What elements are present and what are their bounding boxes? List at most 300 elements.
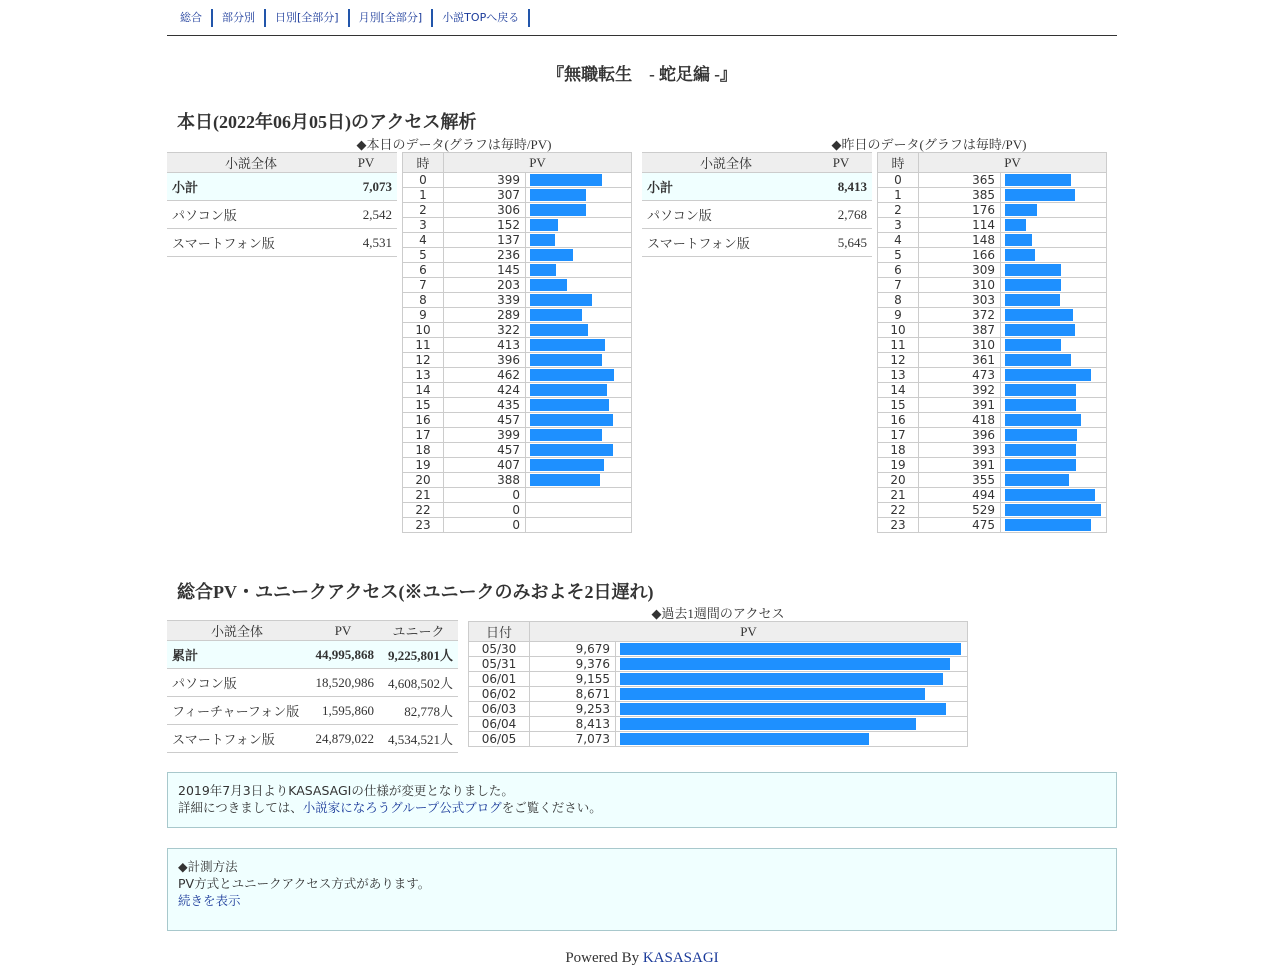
- total-summary-table: [167, 620, 458, 753]
- bar-cell: [526, 278, 632, 293]
- pv-cell: 435: [444, 398, 526, 413]
- notice-line: 2019年7月3日よりKASASAGIの仕様が変更となりました。: [178, 783, 514, 798]
- pv-cell: 0: [444, 503, 526, 518]
- pv-cell: 176: [919, 203, 1001, 218]
- kasasagi-link[interactable]: KASASAGI: [642, 950, 719, 966]
- pv-bar: [1005, 474, 1069, 486]
- today-summary-table: [167, 152, 397, 257]
- table-row: [878, 458, 1107, 473]
- bar-cell: [526, 398, 632, 413]
- table-row: [403, 353, 632, 368]
- bar-cell: [1001, 473, 1107, 488]
- pv-bar: [530, 264, 556, 276]
- pv-cell: 385: [919, 188, 1001, 203]
- table-row: [403, 503, 632, 518]
- bar-cell: [616, 657, 968, 672]
- bar-cell: [1001, 323, 1107, 338]
- pv-bar: [1005, 339, 1061, 351]
- table-row: [878, 398, 1107, 413]
- table-row: [878, 383, 1107, 398]
- date-cell: 06/04: [469, 717, 530, 732]
- pv-cell: 457: [444, 413, 526, 428]
- table-row: [403, 443, 632, 458]
- page-title: 『無職転生 - 蛇足編 -』: [547, 65, 737, 84]
- table-row: [403, 203, 632, 218]
- table-row: [878, 308, 1107, 323]
- bar-cell: [1001, 338, 1107, 353]
- pv-cell: 114: [919, 218, 1001, 233]
- bar-cell: [1001, 443, 1107, 458]
- table-row: [469, 732, 968, 747]
- pv-bar: [1005, 354, 1071, 366]
- hour-cell: 15: [403, 398, 444, 413]
- table-row: [403, 173, 632, 188]
- pv-bar: [530, 414, 613, 426]
- row-pv: 18,520,986: [307, 669, 379, 697]
- nav-by-part[interactable]: 部分別: [213, 9, 266, 27]
- table-row: [878, 233, 1107, 248]
- today-caption: ◆本日のデータ(グラフは毎時/PV): [356, 137, 552, 152]
- pv-bar: [530, 309, 582, 321]
- row-label: 小計: [167, 173, 335, 201]
- hour-cell: 9: [878, 308, 919, 323]
- hour-cell: 9: [403, 308, 444, 323]
- pv-cell: 145: [444, 263, 526, 278]
- pv-cell: 236: [444, 248, 526, 263]
- date-cell: 06/03: [469, 702, 530, 717]
- pv-cell: 396: [444, 353, 526, 368]
- bar-cell: [526, 188, 632, 203]
- yesterday-caption: ◆昨日のデータ(グラフは毎時/PV): [831, 137, 1027, 152]
- table-row: [403, 188, 632, 203]
- table-row: [167, 669, 458, 697]
- table-row: [878, 428, 1107, 443]
- pv-bar: [620, 643, 961, 655]
- pv-bar: [530, 399, 609, 411]
- pv-cell: 392: [919, 383, 1001, 398]
- table-row: [403, 248, 632, 263]
- hour-cell: 4: [878, 233, 919, 248]
- pv-bar: [530, 444, 613, 456]
- pv-cell: 310: [919, 338, 1001, 353]
- bar-cell: [1001, 203, 1107, 218]
- hour-cell: 8: [878, 293, 919, 308]
- table-row: [469, 687, 968, 702]
- notice-text: 詳細につきましては、: [178, 800, 303, 815]
- bar-cell: [526, 293, 632, 308]
- hour-cell: 7: [878, 278, 919, 293]
- table-row: [167, 697, 458, 725]
- hour-cell: 19: [403, 458, 444, 473]
- table-row: [878, 413, 1107, 428]
- bar-cell: [526, 218, 632, 233]
- row-label: パソコン版: [167, 201, 335, 229]
- table-row: [469, 642, 968, 657]
- table-row: [167, 201, 397, 229]
- pv-bar: [1005, 219, 1026, 231]
- bar-cell: [526, 263, 632, 278]
- bar-cell: [1001, 188, 1107, 203]
- col-header-pv: PV: [530, 622, 968, 642]
- hour-cell: 8: [403, 293, 444, 308]
- row-label: スマートフォン版: [167, 229, 335, 257]
- weekly-table: [468, 621, 968, 747]
- table-row: [878, 368, 1107, 383]
- row-pv: 44,995,868: [307, 641, 379, 669]
- row-pv: 5,645: [810, 229, 872, 257]
- row-label: 累計: [167, 641, 307, 669]
- table-row: [167, 641, 458, 669]
- table-row: [878, 443, 1107, 458]
- bar-cell: [526, 173, 632, 188]
- date-cell: 05/30: [469, 642, 530, 657]
- bar-cell: [1001, 518, 1107, 533]
- pv-cell: 393: [919, 443, 1001, 458]
- bar-cell: [526, 518, 632, 533]
- bar-cell: [616, 672, 968, 687]
- pv-bar: [1005, 189, 1075, 201]
- pv-cell: 339: [444, 293, 526, 308]
- hour-cell: 21: [403, 488, 444, 503]
- hour-cell: 2: [878, 203, 919, 218]
- hour-cell: 16: [878, 413, 919, 428]
- pv-cell: 391: [919, 398, 1001, 413]
- top-nav: [167, 0, 1117, 36]
- bar-cell: [526, 503, 632, 518]
- bar-cell: [616, 717, 968, 732]
- pv-bar: [530, 384, 607, 396]
- pv-cell: 303: [919, 293, 1001, 308]
- row-label: スマートフォン版: [642, 229, 810, 257]
- pv-bar: [1005, 174, 1071, 186]
- table-row: [878, 263, 1107, 278]
- hour-cell: 2: [403, 203, 444, 218]
- bar-cell: [526, 368, 632, 383]
- pv-cell: 8,671: [530, 687, 616, 702]
- pv-bar: [1005, 384, 1076, 396]
- pv-bar: [620, 688, 925, 700]
- bar-cell: [1001, 293, 1107, 308]
- table-row: [167, 173, 397, 201]
- col-header-pv: PV: [919, 153, 1107, 173]
- hour-cell: 18: [878, 443, 919, 458]
- pv-cell: 7,073: [530, 732, 616, 747]
- row-pv: 7,073: [335, 173, 397, 201]
- pv-cell: 399: [444, 428, 526, 443]
- bar-cell: [1001, 383, 1107, 398]
- table-row: [878, 338, 1107, 353]
- pv-cell: 407: [444, 458, 526, 473]
- pv-bar: [530, 354, 602, 366]
- hour-cell: 16: [403, 413, 444, 428]
- pv-bar: [530, 219, 558, 231]
- nav-daily[interactable]: 日別[全部分]: [266, 9, 350, 27]
- bar-cell: [1001, 398, 1107, 413]
- hour-cell: 21: [878, 488, 919, 503]
- table-row: [403, 278, 632, 293]
- hour-cell: 22: [403, 503, 444, 518]
- nav-monthly[interactable]: 月別[全部分]: [350, 9, 434, 27]
- bar-cell: [1001, 458, 1107, 473]
- pv-cell: 289: [444, 308, 526, 323]
- pv-bar: [530, 429, 602, 441]
- pv-bar: [530, 324, 588, 336]
- pv-bar: [530, 234, 555, 246]
- bar-cell: [526, 248, 632, 263]
- hour-cell: 20: [403, 473, 444, 488]
- nav-novel-top[interactable]: 小説TOPへ戻る: [433, 9, 530, 27]
- today-heading: 本日(2022年06月05日)のアクセス解析: [177, 112, 477, 132]
- pv-cell: 309: [919, 263, 1001, 278]
- hour-cell: 17: [878, 428, 919, 443]
- hour-cell: 5: [403, 248, 444, 263]
- table-row: [878, 293, 1107, 308]
- pv-cell: 457: [444, 443, 526, 458]
- bar-cell: [526, 473, 632, 488]
- bar-cell: [526, 338, 632, 353]
- pv-cell: 0: [444, 518, 526, 533]
- date-cell: 06/02: [469, 687, 530, 702]
- table-row: [469, 717, 968, 732]
- pv-bar: [1005, 414, 1081, 426]
- bar-cell: [1001, 248, 1107, 263]
- date-cell: 05/31: [469, 657, 530, 672]
- nav-overall[interactable]: 総合: [171, 9, 213, 27]
- notice-text: をご覧ください。: [501, 800, 602, 815]
- pv-bar: [530, 249, 573, 261]
- weekly-caption: ◆過去1週間のアクセス: [651, 606, 785, 621]
- col-header-pv: PV: [335, 153, 397, 173]
- col-header-date: 日付: [469, 622, 530, 642]
- pv-bar: [1005, 204, 1037, 216]
- hour-cell: 18: [403, 443, 444, 458]
- pv-bar: [1005, 504, 1101, 516]
- col-header-pv: PV: [307, 621, 379, 641]
- pv-bar: [620, 718, 916, 730]
- row-unique: 4,608,502人: [379, 669, 458, 697]
- table-row: [403, 308, 632, 323]
- hour-cell: 6: [403, 263, 444, 278]
- pv-bar: [530, 204, 586, 216]
- pv-bar: [1005, 264, 1061, 276]
- pv-bar: [1005, 459, 1076, 471]
- pv-bar: [530, 474, 600, 486]
- pv-cell: 387: [919, 323, 1001, 338]
- table-row: [878, 218, 1107, 233]
- pv-cell: 9,253: [530, 702, 616, 717]
- bar-cell: [616, 642, 968, 657]
- pv-bar: [620, 658, 950, 670]
- pv-bar: [530, 279, 567, 291]
- table-row: [878, 518, 1107, 533]
- show-more-link[interactable]: 続きを表示: [178, 893, 241, 908]
- col-header-pv: PV: [444, 153, 632, 173]
- col-header-hour: 時: [878, 153, 919, 173]
- pv-cell: 306: [444, 203, 526, 218]
- page-container: [167, 0, 1117, 966]
- pv-bar: [1005, 279, 1061, 291]
- pv-bar: [1005, 369, 1091, 381]
- hour-cell: 22: [878, 503, 919, 518]
- row-label: パソコン版: [642, 201, 810, 229]
- pv-bar: [1005, 309, 1073, 321]
- measurement-heading: ◆計測方法: [178, 859, 238, 874]
- pv-cell: 307: [444, 188, 526, 203]
- table-row: [167, 725, 458, 753]
- pv-cell: 365: [919, 173, 1001, 188]
- table-row: [403, 518, 632, 533]
- col-header-novel: 小説全体: [167, 153, 335, 173]
- bar-cell: [1001, 353, 1107, 368]
- row-unique: 82,778人: [379, 697, 458, 725]
- pv-bar: [1005, 294, 1060, 306]
- bar-cell: [526, 383, 632, 398]
- bar-cell: [526, 428, 632, 443]
- bar-cell: [1001, 488, 1107, 503]
- pv-bar: [530, 189, 586, 201]
- table-row: [403, 383, 632, 398]
- hour-cell: 4: [403, 233, 444, 248]
- table-row: [878, 173, 1107, 188]
- pv-cell: 203: [444, 278, 526, 293]
- pv-bar: [620, 673, 943, 685]
- bar-cell: [1001, 278, 1107, 293]
- pv-bar: [530, 459, 604, 471]
- pv-cell: 152: [444, 218, 526, 233]
- pv-cell: 475: [919, 518, 1001, 533]
- bar-cell: [526, 233, 632, 248]
- pv-bar: [1005, 489, 1095, 501]
- pv-cell: 424: [444, 383, 526, 398]
- bar-cell: [526, 323, 632, 338]
- table-row: [469, 702, 968, 717]
- hour-cell: 12: [878, 353, 919, 368]
- bar-cell: [526, 353, 632, 368]
- hour-cell: 20: [878, 473, 919, 488]
- hour-cell: 14: [403, 383, 444, 398]
- pv-cell: 413: [444, 338, 526, 353]
- table-row: [403, 218, 632, 233]
- hour-cell: 12: [403, 353, 444, 368]
- pv-cell: 8,413: [530, 717, 616, 732]
- pv-cell: 355: [919, 473, 1001, 488]
- bar-cell: [526, 488, 632, 503]
- col-header-novel: 小説全体: [167, 621, 307, 641]
- pv-cell: 361: [919, 353, 1001, 368]
- bar-cell: [1001, 218, 1107, 233]
- bar-cell: [1001, 428, 1107, 443]
- table-row: [403, 368, 632, 383]
- bar-cell: [526, 413, 632, 428]
- pv-cell: 494: [919, 488, 1001, 503]
- hour-cell: 11: [878, 338, 919, 353]
- table-row: [642, 229, 872, 257]
- row-label: フィーチャーフォン版: [167, 697, 307, 725]
- notice-line: [178, 799, 1106, 816]
- pv-cell: 462: [444, 368, 526, 383]
- bar-cell: [526, 443, 632, 458]
- measurement-notice: [167, 848, 1117, 931]
- hour-cell: 15: [878, 398, 919, 413]
- row-pv: 4,531: [335, 229, 397, 257]
- table-row: [403, 398, 632, 413]
- hour-cell: 3: [403, 218, 444, 233]
- bar-cell: [1001, 413, 1107, 428]
- table-row: [878, 503, 1107, 518]
- pv-cell: 529: [919, 503, 1001, 518]
- hour-cell: 23: [403, 518, 444, 533]
- bar-cell: [1001, 368, 1107, 383]
- bar-cell: [1001, 173, 1107, 188]
- col-header-novel: 小説全体: [642, 153, 810, 173]
- pv-cell: 137: [444, 233, 526, 248]
- pv-cell: 310: [919, 278, 1001, 293]
- hour-cell: 14: [878, 383, 919, 398]
- col-header-unique: ユニーク: [379, 621, 458, 641]
- measurement-text: PV方式とユニークアクセス方式があります。: [178, 876, 431, 891]
- bar-cell: [1001, 308, 1107, 323]
- hour-cell: 1: [878, 188, 919, 203]
- pv-cell: 473: [919, 368, 1001, 383]
- official-blog-link[interactable]: 小説家になろうグループ公式ブログ: [302, 800, 502, 815]
- hour-cell: 5: [878, 248, 919, 263]
- hour-cell: 13: [878, 368, 919, 383]
- table-row: [469, 672, 968, 687]
- pv-cell: 418: [919, 413, 1001, 428]
- total-heading: 総合PV・ユニークアクセス(※ユニークのみおよそ2日遅れ): [177, 582, 654, 602]
- col-header-pv: PV: [810, 153, 872, 173]
- table-row: [878, 203, 1107, 218]
- table-row: [878, 353, 1107, 368]
- pv-bar: [1005, 429, 1077, 441]
- hour-cell: 23: [878, 518, 919, 533]
- table-row: [403, 323, 632, 338]
- row-pv: 24,879,022: [307, 725, 379, 753]
- date-cell: 06/01: [469, 672, 530, 687]
- pv-cell: 396: [919, 428, 1001, 443]
- row-pv: 2,768: [810, 201, 872, 229]
- footer: [167, 950, 1117, 967]
- row-pv: 8,413: [810, 173, 872, 201]
- pv-cell: 322: [444, 323, 526, 338]
- table-row: [403, 233, 632, 248]
- spec-change-notice: [167, 772, 1117, 828]
- row-label: スマートフォン版: [167, 725, 307, 753]
- date-cell: 06/05: [469, 732, 530, 747]
- bar-cell: [526, 458, 632, 473]
- table-row: [403, 413, 632, 428]
- hour-cell: 0: [878, 173, 919, 188]
- bar-cell: [616, 732, 968, 747]
- col-header-hour: 時: [403, 153, 444, 173]
- pv-cell: 391: [919, 458, 1001, 473]
- hour-cell: 10: [878, 323, 919, 338]
- table-row: [403, 458, 632, 473]
- hour-cell: 7: [403, 278, 444, 293]
- row-label: パソコン版: [167, 669, 307, 697]
- table-row: [878, 323, 1107, 338]
- table-row: [642, 173, 872, 201]
- bar-cell: [1001, 263, 1107, 278]
- hour-cell: 13: [403, 368, 444, 383]
- table-row: [878, 248, 1107, 263]
- table-row: [403, 293, 632, 308]
- yesterday-summary-table: [642, 152, 872, 257]
- hour-cell: 3: [878, 218, 919, 233]
- bar-cell: [526, 203, 632, 218]
- bar-cell: [1001, 503, 1107, 518]
- hour-cell: 6: [878, 263, 919, 278]
